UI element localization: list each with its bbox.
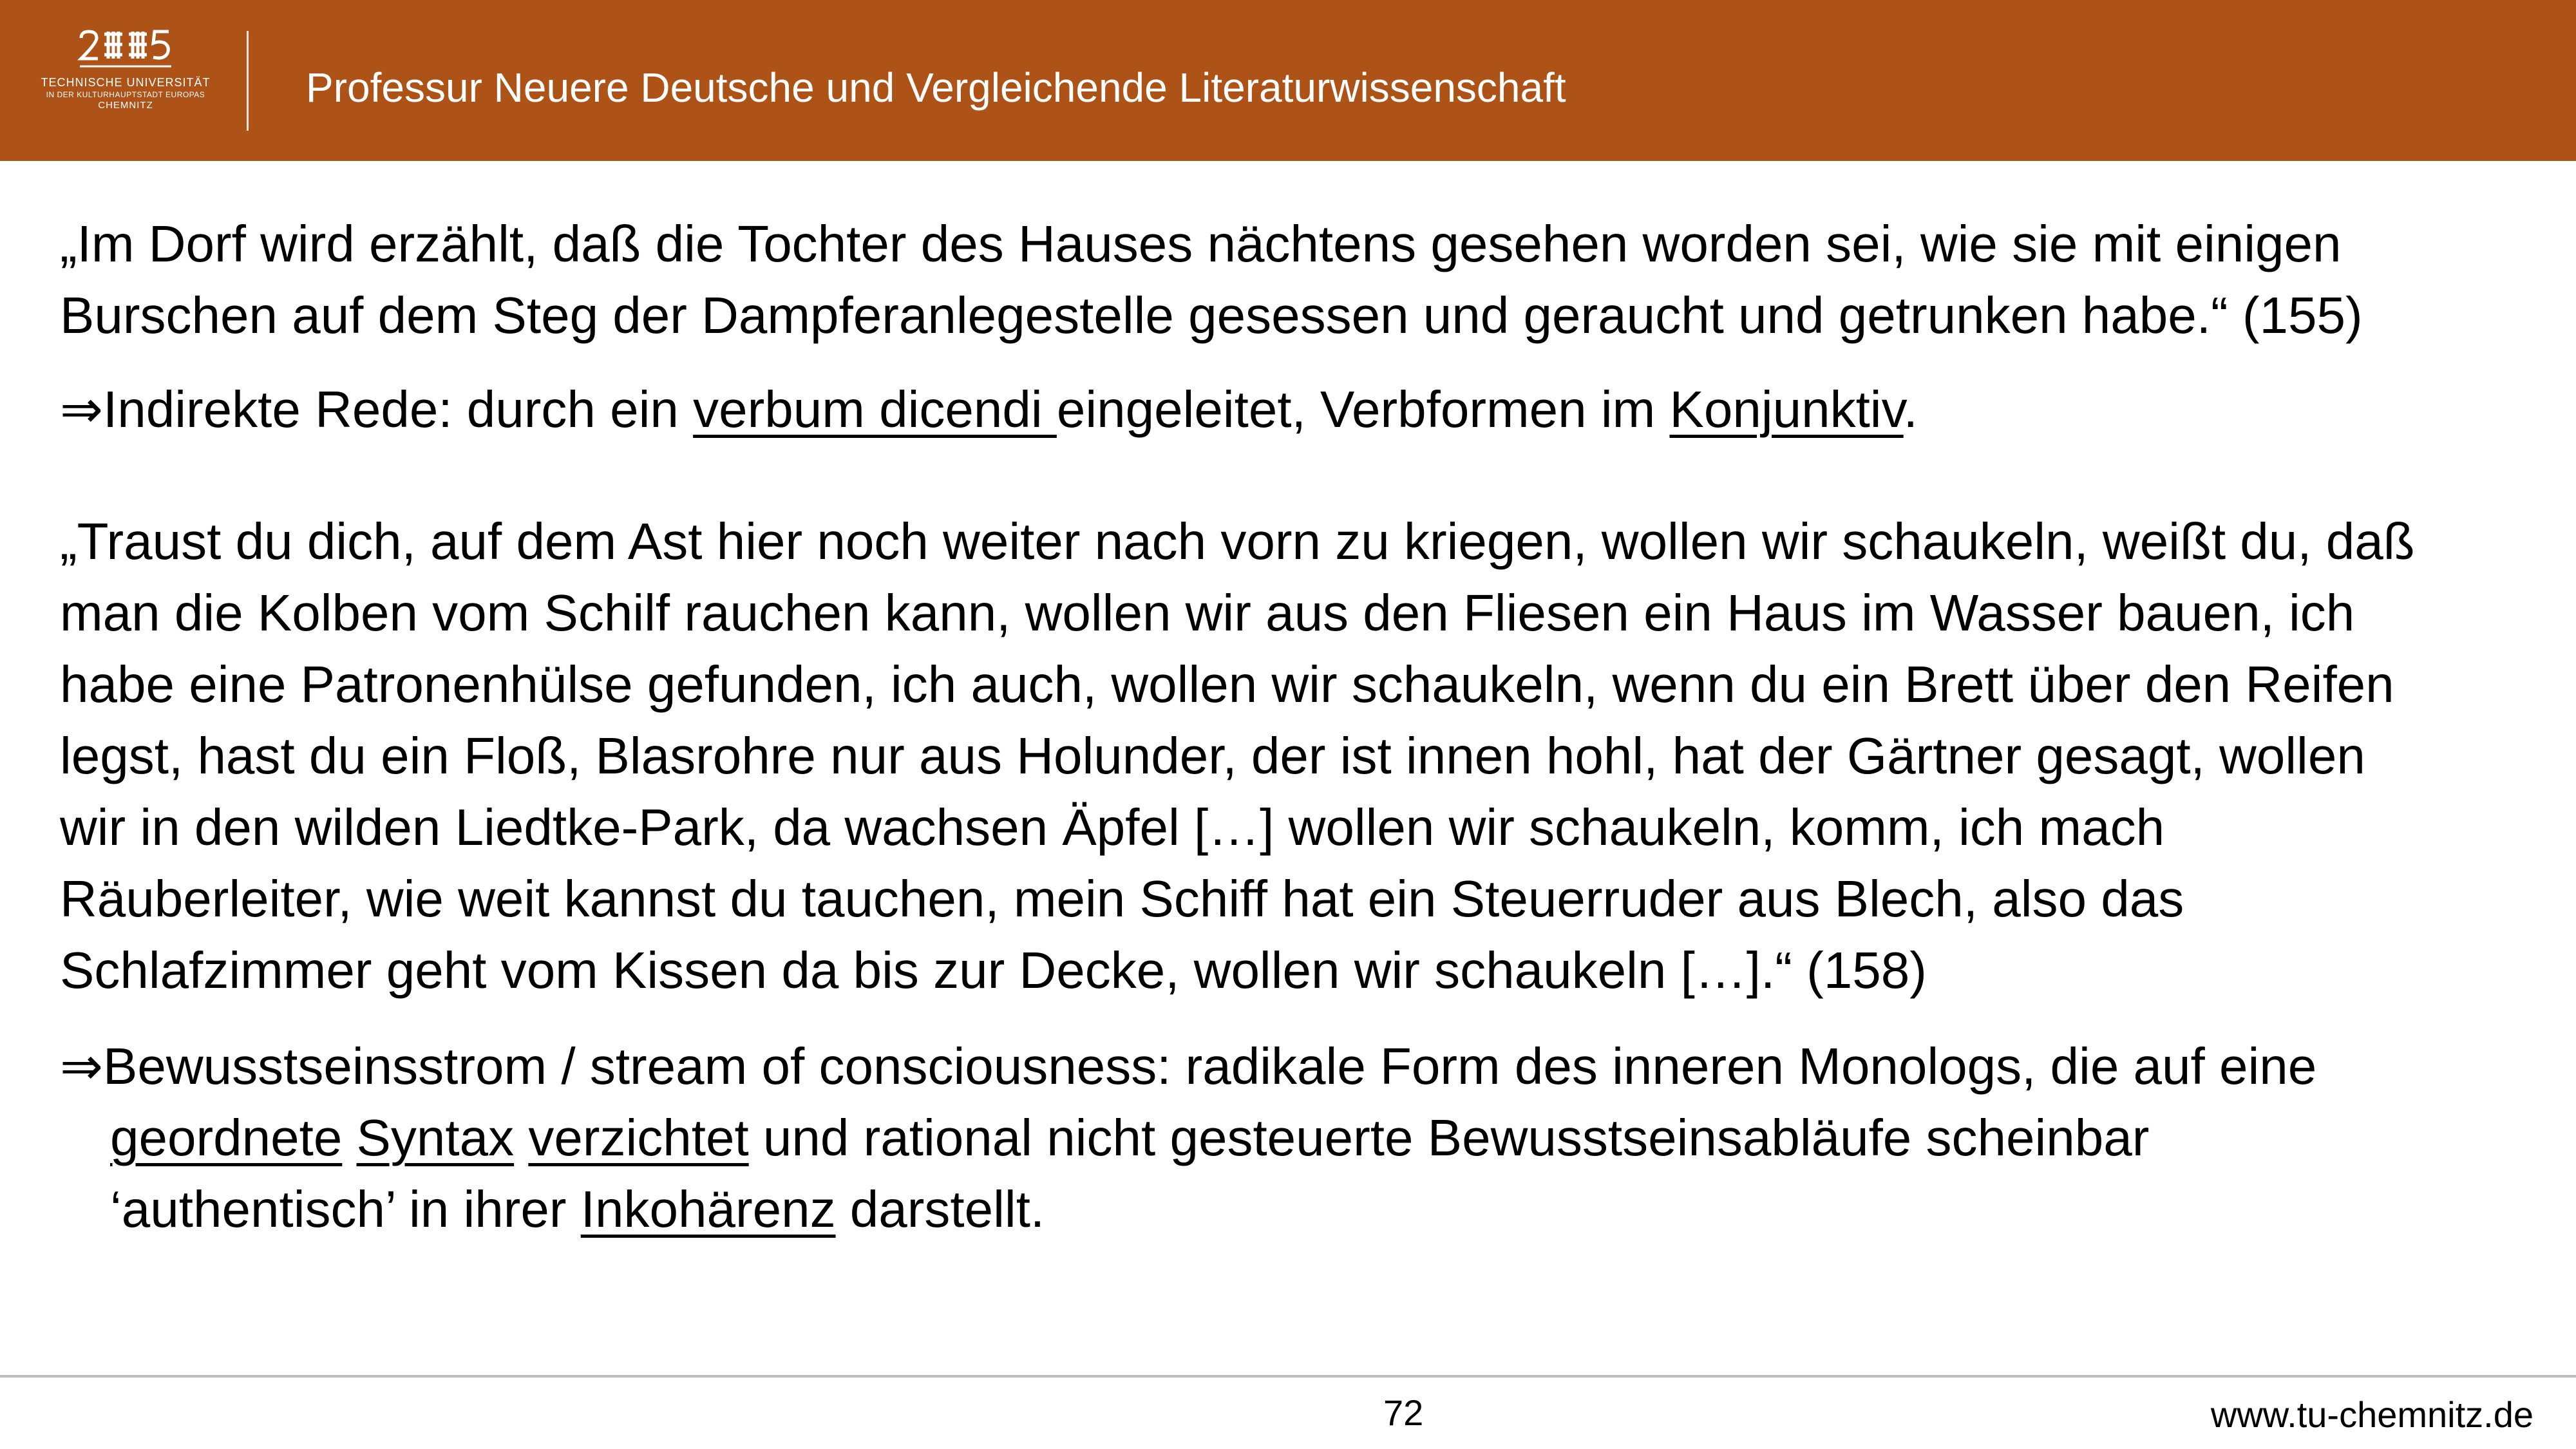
note-2-line-2-rest: und rational nicht gesteuerte Bewusstseinsabläufe scheinbar xyxy=(748,1109,2150,1166)
term-verzichtet: verzichtet xyxy=(528,1109,749,1166)
note-2-line-3 xyxy=(60,1173,2533,1245)
note-2 xyxy=(60,1030,2533,1245)
quote-2-line-6: Räuberleiter, wie weit kannst du tauchen, mein Schiff hat ein Steuerruder aus Blech, also das xyxy=(60,870,2184,927)
implication-arrow-icon: ⇒ xyxy=(60,1037,104,1095)
quote-2-line-5: wir in den wilden Liedtke-Park, da wachsen Äpfel […] wollen wir schaukeln, komm, ich mach xyxy=(60,799,2165,856)
note-2-line-1 xyxy=(60,1030,2533,1102)
slide-header xyxy=(0,0,2576,161)
note-1-text-pre: Indirekte Rede: durch ein xyxy=(103,381,694,438)
term-inkohaerenz: Inkohärenz xyxy=(580,1180,836,1238)
quote-2-line-3: habe eine Patronenhülse gefunden, ich auch, wollen wir schaukeln, wenn du ein Brett über den Reifen xyxy=(60,656,2394,713)
note-1-text-post: . xyxy=(1903,381,1918,438)
logo-line-2: IN DER KULTURHAUPTSTADT EUROPAS xyxy=(46,90,205,99)
quote-1 xyxy=(60,208,2533,351)
note-2-line-3-pre: ‘authentisch’ in ihrer xyxy=(110,1180,581,1238)
term-syntax: Syntax xyxy=(356,1109,515,1166)
note-2-line-2 xyxy=(60,1102,2533,1173)
note-1 xyxy=(60,374,2533,445)
page-number: 72 xyxy=(1383,1392,1424,1433)
quote-2-line-7: Schlafzimmer geht vom Kissen da bis zur Decke, wollen wir schaukeln […].“ (158) xyxy=(60,942,1927,999)
term-konjunktiv: Konjunktiv xyxy=(1669,381,1904,438)
quote-2-line-1: „Traust du dich, auf dem Ast hier noch weiter nach vorn zu kriegen, wollen wir schaukeln, weißt du, daß xyxy=(60,513,2415,570)
quote-2-line-2: man die Kolben vom Schilf rauchen kann, wollen wir aus den Fliesen ein Haus im Wasser bauen, ich xyxy=(60,584,2355,641)
term-geordnete: geordnete xyxy=(110,1109,343,1166)
logo-line-3: CHEMNITZ xyxy=(98,100,153,111)
quote-1-line-1: „Im Dorf wird erzählt, daß die Tochter des Hauses nächtens gesehen worden sei, wie sie mit einigen xyxy=(60,215,2342,272)
quote-2-line-4: legst, hast du ein Floß, Blasrohre nur aus Holunder, der ist innen hohl, hat der Gärtner gesagt, wollen xyxy=(60,727,2365,784)
quote-2 xyxy=(60,506,2533,1006)
implication-arrow-icon: ⇒ xyxy=(60,381,104,438)
quote-1-line-2: Burschen auf dem Steg der Dampferanlegestelle gesessen und geraucht und getrunken habe.“ (155) xyxy=(60,287,2363,344)
note-1-text-mid: eingeleitet, Verbformen im xyxy=(1056,381,1670,438)
note-1-line xyxy=(60,374,2533,445)
logo-line-1: TECHNISCHE UNIVERSITÄT xyxy=(41,76,211,89)
university-logo xyxy=(39,29,213,135)
footer-divider xyxy=(0,1375,2576,1378)
note-2-line-1-text: Bewusstseinsstrom / stream of consciousness: radikale Form des inneren Monologs, die auf eine xyxy=(103,1037,2317,1095)
logo-mark-icon xyxy=(77,29,174,71)
header-title: Professur Neuere Deutsche und Vergleichende Literaturwissenschaft xyxy=(306,64,1566,111)
header-divider xyxy=(247,31,249,131)
note-2-line-3-post: darstellt. xyxy=(835,1180,1045,1238)
footer-url: www.tu-chemnitz.de xyxy=(2210,1394,2533,1435)
term-verbum-dicendi: verbum dicendi xyxy=(693,381,1057,438)
